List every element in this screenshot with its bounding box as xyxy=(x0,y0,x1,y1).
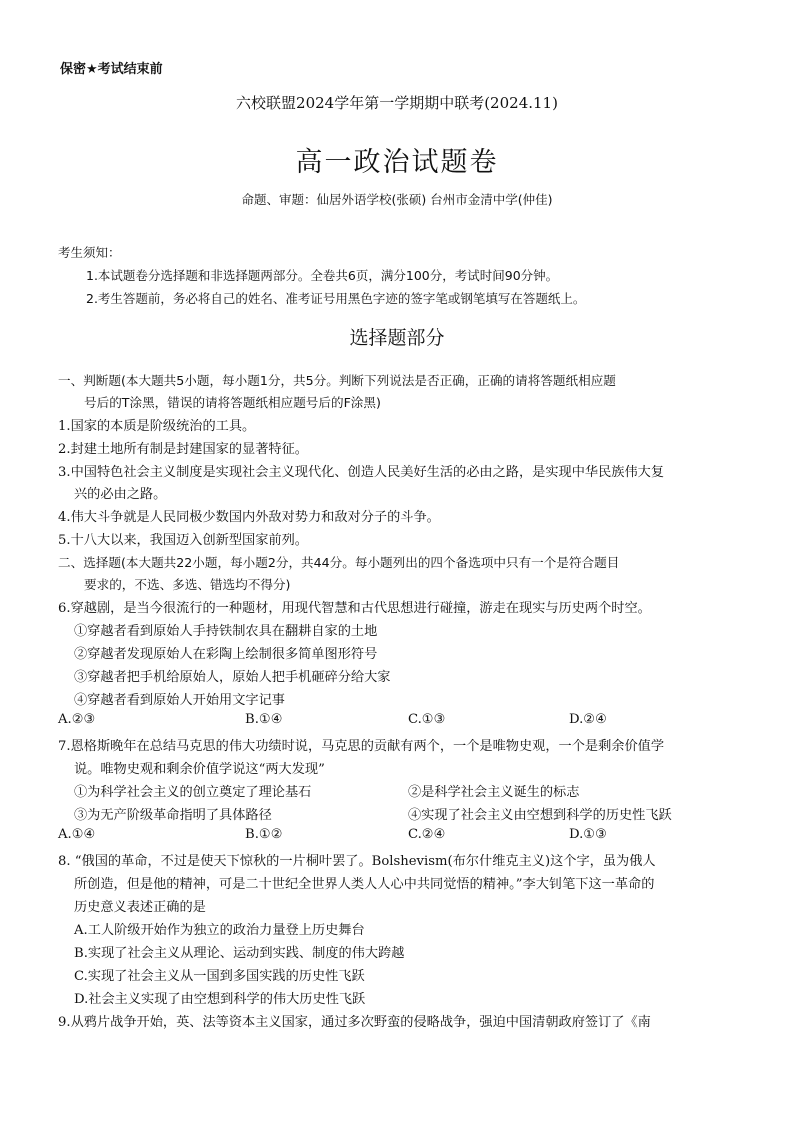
notice-title: 考生须知： xyxy=(58,245,121,260)
q8-option-c: C.实现了社会主义从一国到多国实践的历史性飞跃 xyxy=(74,969,365,984)
question-9: 9.从鸦片战争开始，英、法等资本主义国家，通过多次野蛮的侵略战争，强迫中国清朝政府签订了《南 xyxy=(58,1015,651,1030)
q7-option-c: C.②④ xyxy=(408,827,446,842)
page-title: 高一政治试题卷 xyxy=(295,147,499,178)
q8-option-b: B.实现了社会主义从理论、运动到实践、制度的伟大跨越 xyxy=(74,946,405,961)
confidential-label: 保密★考试结束前 xyxy=(60,62,163,77)
exam-header: 六校联盟2024学年第一学期期中联考(2024.11) xyxy=(236,94,558,112)
q7-item: ③为无产阶级革命指明了具体路径 xyxy=(74,808,272,823)
q7-item: ①为科学社会主义的创立奠定了理论基石 xyxy=(74,785,312,800)
q7-option-b: B.①② xyxy=(245,827,283,842)
question-8: 所创造，但是他的精神，可是二十世纪全世界人类人人心中共同觉悟的精神。”李大钊笔下这一革命的 xyxy=(74,877,655,892)
q6-item: ③穿越者把手机给原始人，原始人把手机砸碎分给大家 xyxy=(74,670,391,685)
q6-option-a: A.②③ xyxy=(58,712,96,727)
question-6: 6.穿越剧，是当今很流行的一种题材，用现代智慧和古代思想进行碰撞，游走在现实与历史两个时空。 xyxy=(58,601,651,616)
question-4: 4.伟大斗争就是人民同极少数国内外敌对势力和敌对分子的斗争。 xyxy=(58,510,440,525)
q6-option-d: D.②④ xyxy=(569,712,607,727)
part1-instruction: 号后的T涂黑，错误的请将答题纸相应题号后的F涂黑) xyxy=(84,395,381,410)
q6-item: ②穿越者发现原始人在彩陶上绘制很多简单图形符号 xyxy=(74,647,378,662)
q6-option-b: B.①④ xyxy=(245,712,283,727)
part2-instruction: 要求的，不选、多选、错选均不得分) xyxy=(84,577,291,592)
question-7: 说。唯物史观和剩余价值学说这“两大发现” xyxy=(74,762,325,777)
question-7: 7.恩格斯晚年在总结马克思的伟大功绩时说，马克思的贡献有两个，一个是唯物史观，一个是剩余价值学 xyxy=(58,739,665,754)
question-5: 5.十八大以来，我国迈入创新型国家前列。 xyxy=(58,533,308,548)
notice-item: 1.本试题卷分选择题和非选择题两部分。全卷共6页，满分100分，考试时间90分钟。 xyxy=(86,268,559,283)
part2-instruction: 二、选择题(本大题共22小题，每小题2分，共44分。每小题列出的四个备选项中只有一个是符合题目 xyxy=(58,555,620,570)
q7-item: ④实现了社会主义由空想到科学的历史性飞跃 xyxy=(408,808,672,823)
question-8: 8. “俄国的革命，不过是使天下惊秋的一片桐叶罢了。Bolshevism(布尔什维克主义)这个字，虽为俄人 xyxy=(58,854,656,869)
part1-instruction: 一、判断题(本大题共5小题，每小题1分，共5分。判断下列说法是否正确，正确的请将答题纸相应题 xyxy=(58,373,616,388)
section-title: 选择题部分 xyxy=(349,327,445,349)
question-2: 2.封建土地所有制是封建国家的显著特征。 xyxy=(58,442,308,457)
q7-item: ②是科学社会主义诞生的标志 xyxy=(408,785,580,800)
q6-item: ④穿越者看到原始人开始用文字记事 xyxy=(74,693,285,708)
q8-option-a: A.工人阶级开始作为独立的政治力量登上历史舞台 xyxy=(74,923,365,938)
q8-option-d: D.社会主义实现了由空想到科学的伟大历史性飞跃 xyxy=(74,992,366,1007)
authors-line: 命题、审题：仙居外语学校(张硕) 台州市金清中学(仲佳) xyxy=(241,192,553,207)
question-8: 历史意义表述正确的是 xyxy=(74,900,206,915)
question-3: 兴的必由之路。 xyxy=(74,487,167,502)
q6-item: ①穿越者看到原始人手持铁制农具在翻耕自家的土地 xyxy=(74,624,378,639)
q6-option-c: C.①③ xyxy=(408,712,446,727)
q7-option-a: A.①④ xyxy=(58,827,96,842)
notice-item: 2.考生答题前，务必将自己的姓名、准考证号用黑色字迹的签字笔或钢笔填写在答题纸上。 xyxy=(86,291,586,306)
question-3: 3.中国特色社会主义制度是实现社会主义现代化、创造人民美好生活的必由之路，是实现中华民族伟大复 xyxy=(58,465,665,480)
question-1: 1.国家的本质是阶级统治的工具。 xyxy=(58,419,256,434)
q7-option-d: D.①③ xyxy=(569,827,607,842)
